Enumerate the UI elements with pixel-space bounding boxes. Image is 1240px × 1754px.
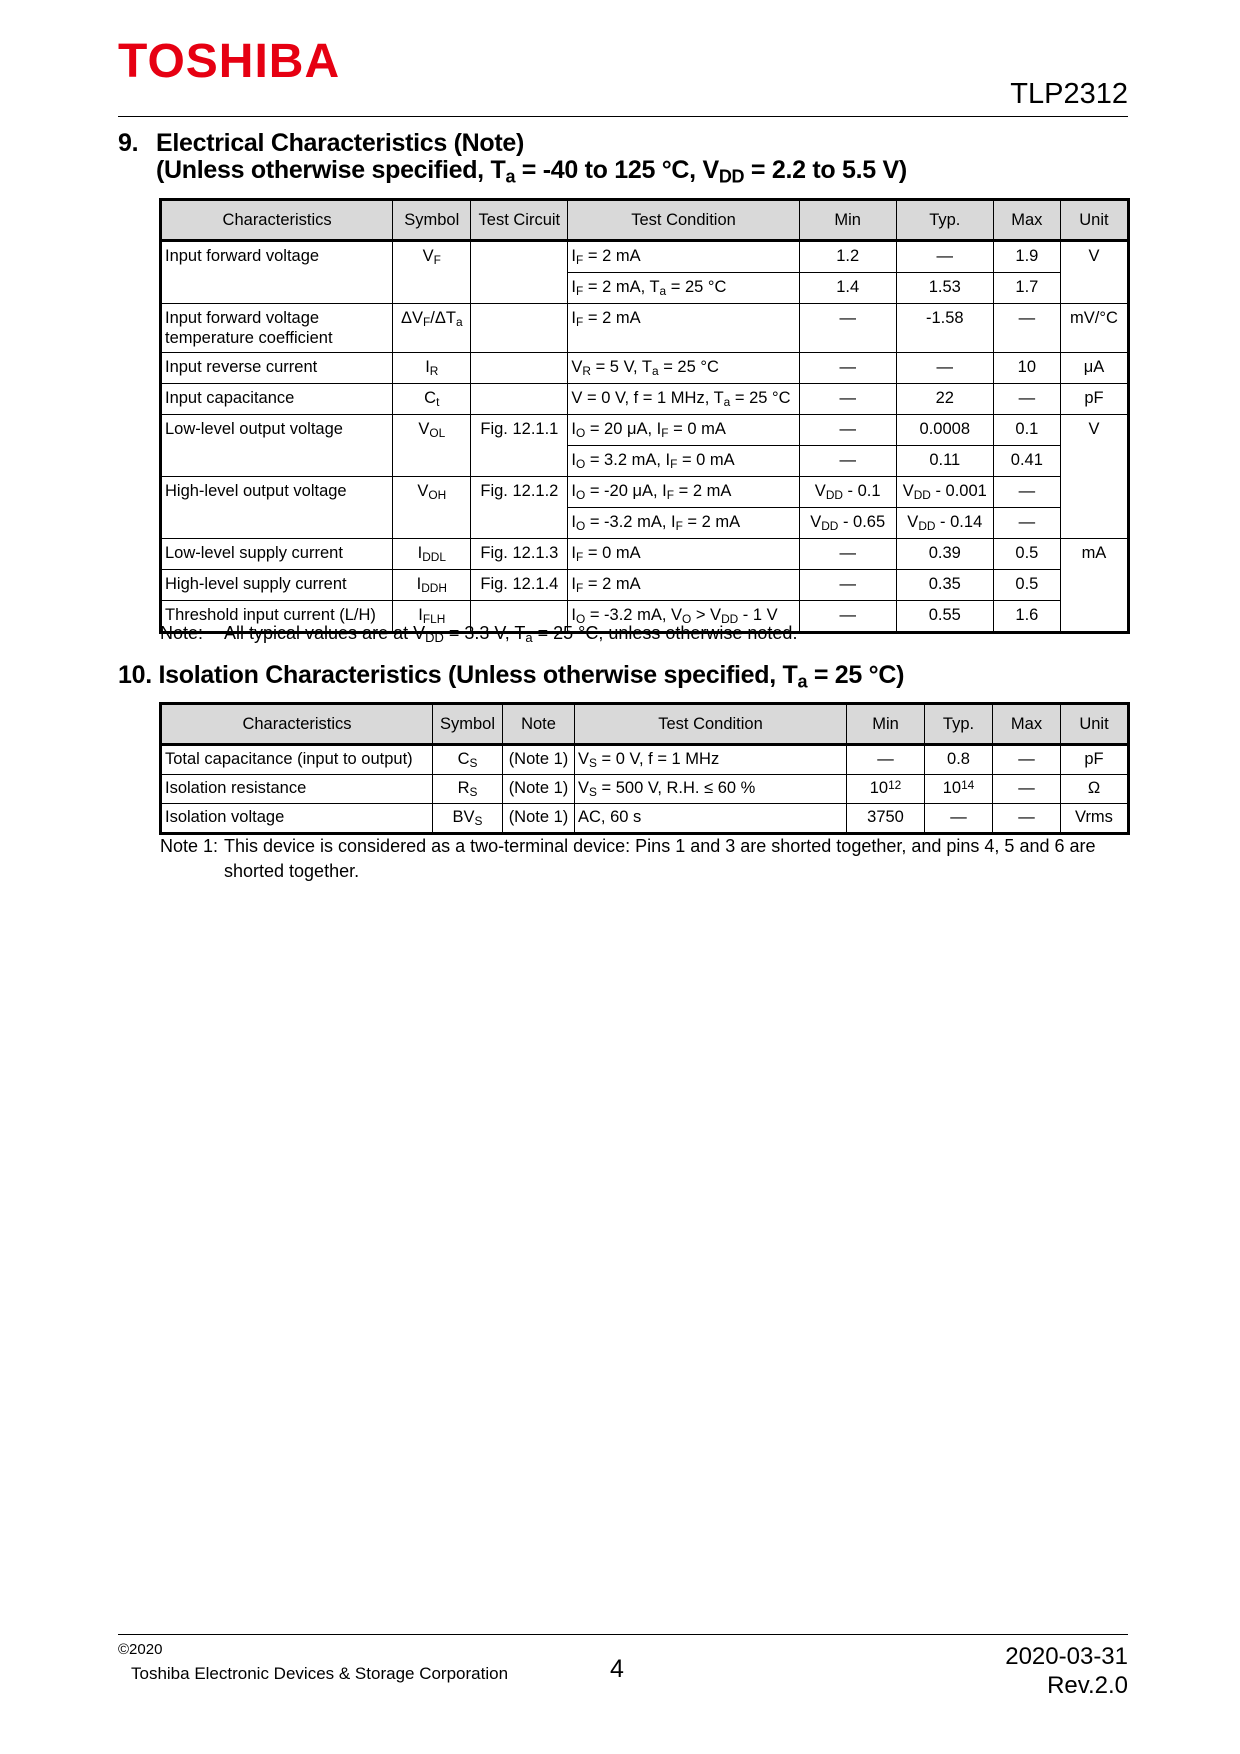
min-cell: — — [799, 304, 896, 353]
min-cell: — — [799, 415, 896, 446]
col-header: Typ. — [925, 704, 993, 745]
table-row — [161, 384, 1129, 415]
col-header: Characteristics — [161, 704, 433, 745]
col-header: Characteristics — [161, 200, 393, 241]
test-condition-cell: $V_R = 5$ V, $T_a = 25$ °C — [568, 353, 799, 384]
max-cell: 1.7 — [993, 273, 1060, 304]
characteristic-name: High-level output voltage — [161, 477, 393, 539]
col-header: Unit — [1060, 200, 1128, 241]
test-circuit-cell — [471, 241, 568, 304]
typ-cell: 0.35 — [896, 570, 993, 601]
table-row — [161, 570, 1129, 601]
col-header: Test Condition — [568, 200, 799, 241]
min-cell: — — [799, 446, 896, 477]
symbol-cell: $C_t$ — [393, 384, 471, 415]
note-cell: (Note 1) — [503, 775, 575, 804]
test-condition-cell: $I_F = 2$ mA — [568, 241, 799, 273]
col-header: Test Circuit — [471, 200, 568, 241]
characteristic-name: Isolation voltage — [161, 804, 433, 834]
typ-cell: 0.55 — [896, 601, 993, 633]
symbol-cell: $I_{FLH}$ — [393, 601, 471, 633]
electrical-characteristics-table — [159, 198, 1130, 634]
isolation-characteristics-table — [159, 702, 1130, 835]
test-condition-cell: $V_S = 500$ V, R.H. ≤ 60 % — [575, 775, 847, 804]
test-circuit-cell: Fig. 12.1.1 — [471, 415, 568, 477]
table-row — [161, 477, 1129, 508]
max-cell: 0.1 — [993, 415, 1060, 446]
unit-cell: Vrms — [1061, 804, 1129, 834]
revision-date: 2020-03-31 — [1005, 1643, 1128, 1670]
characteristic-name: Isolation resistance — [161, 775, 433, 804]
col-header: Test Condition — [575, 704, 847, 745]
note-cell: (Note 1) — [503, 804, 575, 834]
max-cell: — — [993, 775, 1061, 804]
table-row — [161, 745, 1129, 775]
characteristic-name: Input reverse current — [161, 353, 393, 384]
typ-cell: -1.58 — [896, 304, 993, 353]
header-rule — [118, 116, 1128, 117]
copyright: ©2020 — [118, 1641, 163, 1658]
typ-cell: $V_{DD} - 0.14$ — [896, 508, 993, 539]
typ-cell: 1.53 — [896, 273, 993, 304]
max-cell: — — [993, 477, 1060, 508]
test-circuit-cell — [471, 353, 568, 384]
section-9-heading — [118, 129, 907, 187]
characteristic-name: Total capacitance (input to output) — [161, 745, 433, 775]
characteristic-name: High-level supply current — [161, 570, 393, 601]
footer-rule — [118, 1634, 1128, 1635]
table-row — [161, 539, 1129, 570]
test-condition-cell: $I_O = -20$ μA, $I_F = 2$ mA — [568, 477, 799, 508]
min-cell: — — [799, 384, 896, 415]
table-row — [161, 353, 1129, 384]
note-label: Note: — [160, 623, 204, 643]
symbol-cell: $BV_S$ — [433, 804, 503, 834]
min-cell: 1.2 — [799, 241, 896, 273]
max-cell: — — [993, 745, 1061, 775]
min-cell: 3750 — [847, 804, 925, 834]
test-condition-cell: $I_O = 20$ μA, $I_F = 0$ mA — [568, 415, 799, 446]
symbol-cell: $C_S$ — [433, 745, 503, 775]
part-number: TLP2312 — [1010, 78, 1128, 110]
col-header: Min — [847, 704, 925, 745]
test-condition-cell: $I_F = 2$ mA — [568, 304, 799, 353]
characteristic-name: Low-level output voltage — [161, 415, 393, 477]
col-header: Max — [993, 200, 1060, 241]
test-condition-cell: $I_F = 2$ mA, $T_a = 25$ °C — [568, 273, 799, 304]
unit-cell: pF — [1060, 384, 1128, 415]
max-cell: — — [993, 384, 1060, 415]
isolation-note — [160, 834, 1132, 884]
characteristic-name: Threshold input current (L/H) — [161, 601, 393, 633]
test-condition-cell: AC, 60 s — [575, 804, 847, 834]
typ-cell: 0.8 — [925, 745, 993, 775]
col-header: Symbol — [433, 704, 503, 745]
unit-cell: μA — [1060, 353, 1128, 384]
col-header: Min — [799, 200, 896, 241]
test-condition-cell: V = 0 V, f = 1 MHz, $T_a = 25$ °C — [568, 384, 799, 415]
unit-cell: Ω — [1061, 775, 1129, 804]
test-condition-cell: $I_F = 0$ mA — [568, 539, 799, 570]
test-circuit-cell — [471, 384, 568, 415]
revision-label: Rev.2.0 — [1047, 1672, 1128, 1699]
max-cell: 10 — [993, 353, 1060, 384]
symbol-cell: $I_{DDH}$ — [393, 570, 471, 601]
col-header: Symbol — [393, 200, 471, 241]
min-cell: $10^{12}$ — [847, 775, 925, 804]
min-cell: — — [847, 745, 925, 775]
col-header: Max — [993, 704, 1061, 745]
symbol-cell: $V_{OL}$ — [393, 415, 471, 477]
max-cell: 0.5 — [993, 539, 1060, 570]
symbol-cell: $V_F$ — [393, 241, 471, 304]
note-label: Note 1: — [160, 836, 219, 856]
characteristic-name: Low-level supply current — [161, 539, 393, 570]
typ-cell: $10^{14}$ — [925, 775, 993, 804]
symbol-cell: $R_S$ — [433, 775, 503, 804]
test-condition-cell: $I_O = -3.2$ mA, $I_F = 2$ mA — [568, 508, 799, 539]
max-cell: 0.41 — [993, 446, 1060, 477]
col-header: Note — [503, 704, 575, 745]
characteristic-name: Input forward voltage temperature coefficient — [161, 304, 393, 353]
characteristic-name: Input forward voltage — [161, 241, 393, 304]
symbol-cell: $V_{OH}$ — [393, 477, 471, 539]
min-cell: — — [799, 539, 896, 570]
section-9-title: Electrical Characteristics (Note) — [156, 129, 525, 157]
table-row — [161, 304, 1129, 353]
test-condition-cell: $I_O = 3.2$ mA, $I_F = 0$ mA — [568, 446, 799, 477]
typical-values-note: Note: All typical values are at $V_{DD} = 3.3$ V, $T_a = 25$ °C, unless otherwise noted. — [160, 623, 798, 646]
test-circuit-cell — [471, 304, 568, 353]
page-number: 4 — [610, 1655, 624, 1683]
test-condition-cell: $V_S = 0$ V, f = 1 MHz — [575, 745, 847, 775]
typ-cell: 22 — [896, 384, 993, 415]
max-cell: — — [993, 304, 1060, 353]
test-condition-cell: $I_F = 2$ mA — [568, 570, 799, 601]
typ-cell: 0.0008 — [896, 415, 993, 446]
section-9-conditions: (Unless otherwise specified, $T_a = -40$ to 125 °C, $V_{DD} = 2.2$ to 5.5 V) — [156, 156, 907, 187]
table-row — [161, 241, 1129, 273]
table-header-row — [161, 704, 1129, 745]
unit-cell: V — [1060, 415, 1128, 539]
col-header: Unit — [1061, 704, 1129, 745]
note-text: This device is considered as a two-terminal device: Pins 1 and 3 are shorted together, and pins 4, 5 and 6 are — [224, 836, 1096, 856]
company-name: Toshiba Electronic Devices & Storage Corporation — [131, 1664, 509, 1683]
note-cell: (Note 1) — [503, 745, 575, 775]
section-10-number: 10. — [118, 661, 152, 689]
typ-cell: 0.11 — [896, 446, 993, 477]
min-cell: — — [799, 601, 896, 633]
max-cell: 0.5 — [993, 570, 1060, 601]
typ-cell: — — [896, 241, 993, 273]
max-cell: — — [993, 804, 1061, 834]
symbol-cell: $I_R$ — [393, 353, 471, 384]
max-cell: 1.9 — [993, 241, 1060, 273]
max-cell: 1.6 — [993, 601, 1060, 633]
table-row — [161, 415, 1129, 446]
min-cell: $V_{DD} - 0.1$ — [799, 477, 896, 508]
typ-cell: — — [896, 353, 993, 384]
symbol-cell: $\Delta V_F/\Delta T_a$ — [393, 304, 471, 353]
table-header-row — [161, 200, 1129, 241]
table-row — [161, 804, 1129, 834]
note-text-continued: shorted together. — [224, 861, 360, 881]
unit-cell: pF — [1061, 745, 1129, 775]
test-circuit-cell: Fig. 12.1.4 — [471, 570, 568, 601]
symbol-cell: $I_{DDL}$ — [393, 539, 471, 570]
unit-cell: mV/°C — [1060, 304, 1128, 353]
characteristic-name: Input capacitance — [161, 384, 393, 415]
unit-cell: mA — [1060, 539, 1128, 633]
section-10-heading: 10. Isolation Characteristics (Unless otherwise specified, $T_a = 25$ °C) — [118, 661, 905, 692]
typ-cell: — — [925, 804, 993, 834]
table-row — [161, 775, 1129, 804]
test-condition-cell: $I_O = -3.2$ mA, $V_O > V_{DD} - 1$ V — [568, 601, 799, 633]
section-9-number: 9. — [118, 129, 139, 157]
typ-cell: 0.39 — [896, 539, 993, 570]
test-circuit-cell: Fig. 12.1.2 — [471, 477, 568, 539]
toshiba-logo: TOSHIBA — [118, 35, 341, 88]
min-cell: $V_{DD} - 0.65$ — [799, 508, 896, 539]
min-cell: — — [799, 570, 896, 601]
min-cell: 1.4 — [799, 273, 896, 304]
test-circuit-cell: Fig. 12.1.3 — [471, 539, 568, 570]
unit-cell: V — [1060, 241, 1128, 304]
min-cell: — — [799, 353, 896, 384]
col-header: Typ. — [896, 200, 993, 241]
typ-cell: $V_{DD} - 0.001$ — [896, 477, 993, 508]
max-cell: — — [993, 508, 1060, 539]
